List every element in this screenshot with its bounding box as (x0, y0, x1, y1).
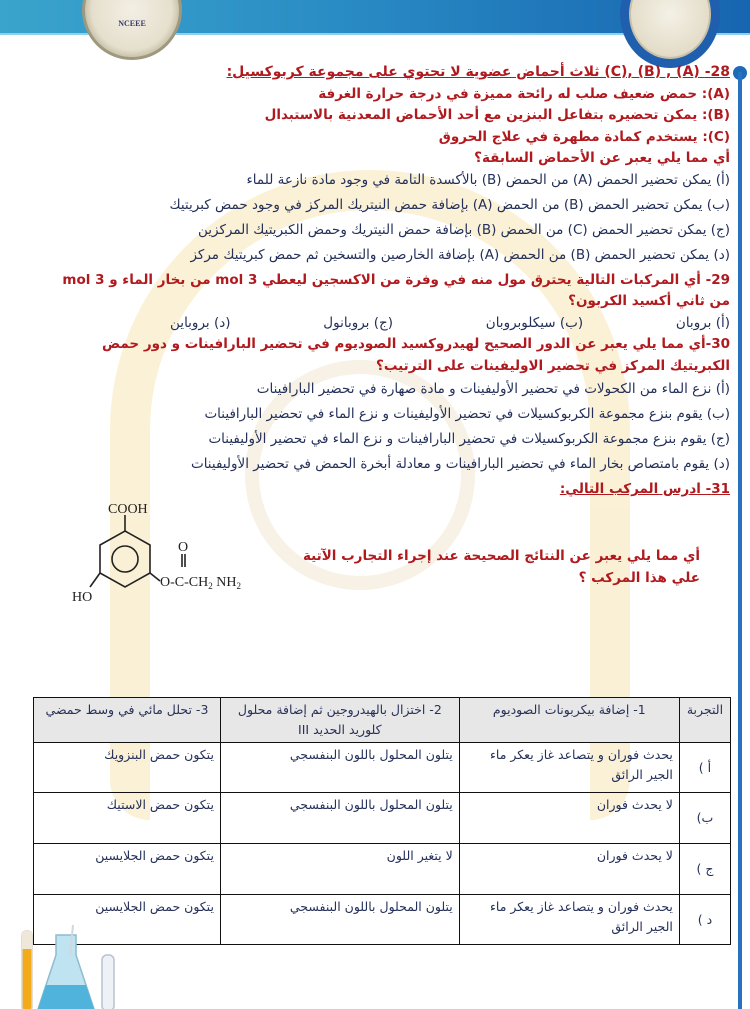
table-row[interactable] (34, 793, 731, 844)
cell-hydrolysis: يتكون حمض البنزويك (34, 743, 221, 793)
table-header-row (34, 698, 731, 743)
experiments-table (33, 697, 731, 945)
header-experiment: التجربة (679, 698, 730, 743)
ho-label: HO (72, 589, 93, 605)
cell-reduction: يتلون المحلول باللون البنفسجي (220, 743, 459, 793)
q30-option-c[interactable]: (ج) يقوم بنزع مجموعة الكربوكسيلات في تحضير البارافينات و نزع الماء في تحضير الأوليفينات (208, 431, 730, 447)
timeline-rail (738, 72, 742, 1009)
oh-bond (90, 573, 100, 587)
cooh-label: COOH (108, 501, 148, 517)
ncee-seal-logo (82, 0, 182, 60)
q31-prompt-line1: أي مما يلي يعبر عن النتائج الصحيحة عند إجراء التجارب الآتية (302, 547, 700, 564)
cell-bicarbonate: لا يحدث فوران (459, 793, 679, 844)
row-label: أ ) (679, 743, 730, 793)
table-row[interactable] (34, 743, 731, 793)
q31-prompt (303, 545, 700, 589)
row-label: ج ) (679, 844, 730, 895)
q28-option-c[interactable]: (ج) يمكن تحضير الحمض (C) من الحمض (B) بإضافة حمض النيتريك وحمض الكبريتيك المركزين (197, 221, 730, 238)
row-label: د ) (679, 895, 730, 945)
table-row[interactable] (34, 844, 731, 895)
q30-option-d[interactable]: (د) يقوم بامتصاص بخار الماء في تحضير البارافينات و معادلة أبخرة الحمض في تحضير الأوليفينات (190, 456, 730, 472)
seal-text: NCEEE (118, 19, 146, 28)
q29-line2: من ثاني أكسيد الكربون؟ (568, 293, 730, 309)
q31-body (30, 501, 730, 626)
cell-bicarbonate: لا يحدث فوران (459, 844, 679, 895)
ministry-seal-logo (620, 0, 720, 68)
exam-content (30, 62, 730, 626)
cell-hydrolysis: يتكون حمض الاستيك (34, 793, 221, 844)
cell-reduction: يتلون المحلول باللون البنفسجي (220, 793, 459, 844)
q31-prompt-line2: علي هذا المركب ؟ (578, 569, 700, 586)
header-hydrolysis: 3- تحلل مائي في وسط حمضي (34, 698, 221, 743)
molecule-structure (50, 501, 260, 611)
cell-bicarbonate: يحدث فوران و يتصاعد غاز يعكر ماء الجير الرائق (459, 895, 679, 945)
aromatic-circle (112, 546, 138, 572)
ester-bond (150, 573, 160, 581)
ester-chain-label: $O-C-CH_2$ $NH_2$ (160, 574, 241, 591)
q30-line1: 30-أي مما يلي يعبر عن الدور الصحيح لهيدروكسيد الصوديوم في تحضير البارافينات و دور حمض (101, 336, 730, 352)
carbonyl-o-label: O (178, 539, 189, 555)
cell-reduction: يتلون المحلول باللون البنفسجي (220, 895, 459, 945)
cell-hydrolysis: يتكون حمض الجلايسين (34, 844, 221, 895)
header-reduction: 2- اختزال بالهيدروجين ثم إضافة محلول كلوريد الحديد III (220, 698, 459, 743)
cell-reduction: لا يتغير اللون (220, 844, 459, 895)
q28-option-b[interactable]: (ب) يمكن تحضير الحمض (B) من الحمض (A) بإضافة حمض النيتريك المركز في وجود حمض كبريتيك (169, 196, 730, 213)
cell-bicarbonate: يحدث فوران و يتصاعد غاز يعكر ماء الجير الرائق (459, 743, 679, 793)
q29-option-d[interactable]: (د) بروباين (170, 314, 231, 331)
q28-option-d[interactable]: (د) يمكن تحضير الحمض (B) من الحمض (A) بإضافة الخارصين والتسخين ثم حمض كبريتيك مركز (190, 246, 730, 263)
beaker-icon (102, 955, 114, 1009)
erlenmeyer-flask-icon (38, 925, 94, 1009)
q30-option-b[interactable]: (ب) يقوم بنزع مجموعة الكربوكسيلات في تحضير الأوليفينات و نزع الماء في تحضير البارافينات (204, 406, 730, 422)
cell-hydrolysis: يتكون حمض الجلايسين (34, 895, 221, 945)
seal-inner (629, 0, 711, 59)
row-label: ب) (679, 793, 730, 844)
q31-title: 31- ادرس المركب التالي: (559, 481, 730, 497)
q28-title (30, 62, 730, 84)
lab-glassware-illustration (18, 925, 138, 1009)
q29-line1: 29- أي المركبات التالية يحترق مول منه في وفرة من الاكسجين ليعطي 3 mol من بخار الماء و 3 mol (62, 271, 730, 288)
q29-option-c[interactable]: (ج) بروبانول (323, 314, 393, 331)
q28-title-text: (A) , (B) ,(C) ثلاث أحماض عضوية لا تحتوي على مجموعة كربوكسيل: (226, 64, 700, 80)
q28-clue-c: (C): يستخدم كمادة مطهرة في علاج الحروق (438, 128, 730, 145)
benzene-ring (100, 531, 150, 587)
q29-options (30, 313, 730, 335)
q29-option-a[interactable]: (أ) بروبان (675, 314, 730, 331)
q30-option-a[interactable]: (أ) نزع الماء من الكحولات في تحضير الأوليفينات و مادة صهارة في تحضير البارافينات (256, 381, 730, 397)
q28-option-a[interactable]: (أ) يمكن تحضير الحمض (A) من الحمض (B) بالأكسدة التامة في وجود مادة نازعة للماء (246, 171, 730, 188)
test-tube-icon (22, 931, 32, 1009)
q28-prompt: أي مما يلي يعبر عن الأحماض السابقة؟ (474, 150, 730, 166)
table-row[interactable] (34, 895, 731, 945)
q28-number: 28- (704, 64, 730, 80)
header-bicarbonate: 1- إضافة بيكربونات الصوديوم (459, 698, 679, 743)
q28-clue-a: (A): حمض ضعيف صلب له رائحة مميزة في درجة حرارة الغرفة (318, 85, 730, 102)
q29-option-b[interactable]: (ب) سيكلوبروبان (485, 314, 584, 331)
q28-clue-b: (B): يمكن تحضيره بتفاعل البنزين مع أحد الأحماض المعدنية بالاستبدال (264, 107, 730, 123)
q30-line2: الكبريتيك المركز في تحضير الاوليفينات على الترتيب؟ (376, 357, 730, 374)
